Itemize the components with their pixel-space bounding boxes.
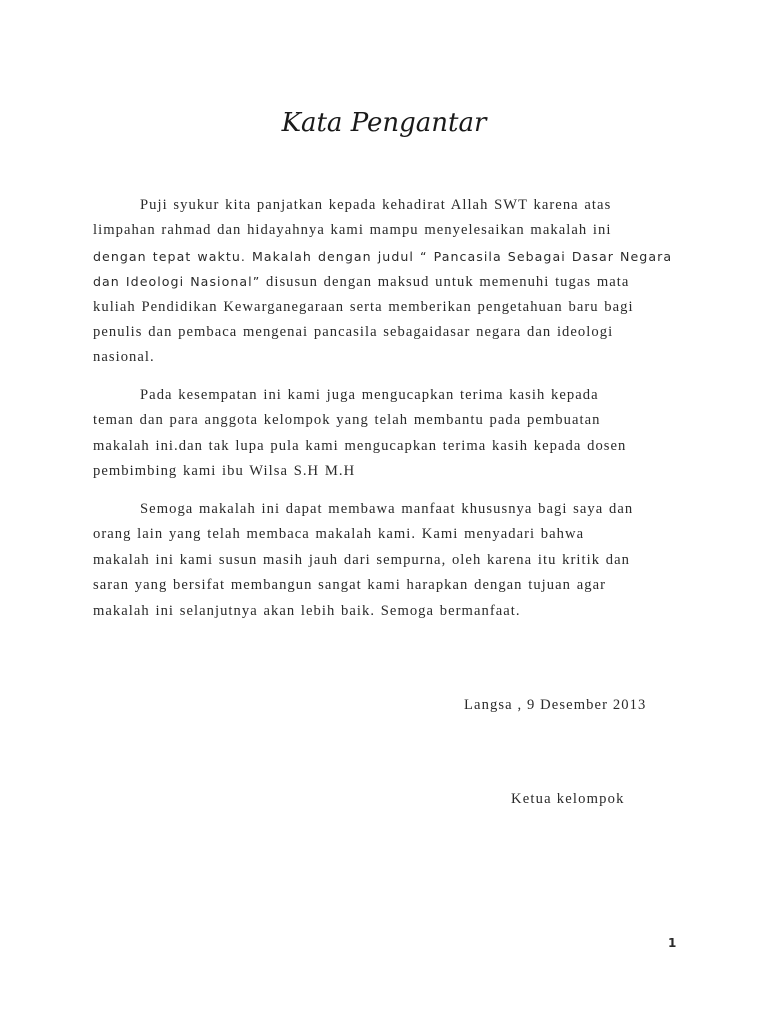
paragraph-line: teman dan para anggota kelompok yang telah membantu pada pembuatan	[93, 412, 601, 429]
paragraph-line: kuliah Pendidikan Kewarganegaraan serta memberikan pengetahuan baru bagi	[93, 298, 634, 315]
paragraph-2	[93, 383, 673, 485]
paragraph-line-4	[93, 269, 673, 294]
paragraph-line: makalah ini.dan tak lupa pula kami mengucapkan terima kasih kepada dosen	[93, 437, 627, 454]
signer-title: Ketua kelompok	[511, 791, 625, 807]
line-segment: dan Ideologi Nasional”	[93, 274, 261, 290]
paragraph-line: makalah ini kami susun masih jauh dari sempurna, oleh karena itu kritik dan	[93, 551, 630, 568]
page-title: Kata Pengantar	[281, 108, 487, 138]
line-segment: . Makalah dengan judul “ Pancasila Sebagai Dasar Negara	[240, 248, 673, 264]
paragraph-line: Semoga makalah ini dapat membawa manfaat khususnya bagi saya dan	[140, 501, 634, 517]
paragraph-line: nasional.	[93, 349, 155, 366]
paragraph-1	[93, 193, 673, 371]
paragraph-line: orang lain yang telah membaca makalah kami. Kami menyadari bahwa	[93, 526, 585, 543]
paragraph-line: saran yang bersifat membangun sangat kami harapkan dengan tujuan agar	[93, 577, 607, 594]
page-number: 1	[668, 936, 677, 950]
paragraph-line: Puji syukur kita panjatkan kepada kehadirat Allah SWT karena atas	[140, 197, 612, 213]
paragraph-line: Pada kesempatan ini kami juga mengucapkan terima kasih kepada	[140, 387, 599, 403]
paragraph-line-3	[93, 244, 673, 269]
paragraph-3	[93, 497, 673, 624]
line-segment: dengan tepat waktu	[93, 248, 241, 264]
paragraph-line: pembimbing kami ibu Wilsa S.H M.H	[93, 463, 356, 480]
paragraph-line: penulis dan pembaca mengenai pancasila sebagaidasar negara dan ideologi	[93, 323, 614, 340]
paragraph-line: limpahan rahmad dan hidayahnya kami mampu menyelesaikan makalah ini	[93, 222, 612, 239]
place-date: Langsa , 9 Desember 2013	[464, 697, 647, 713]
line-segment: disusun dengan maksud untuk memenuhi tugas mata	[260, 274, 630, 291]
paragraph-line: makalah ini selanjutnya akan lebih baik. Semoga bermanfaat.	[93, 602, 521, 619]
